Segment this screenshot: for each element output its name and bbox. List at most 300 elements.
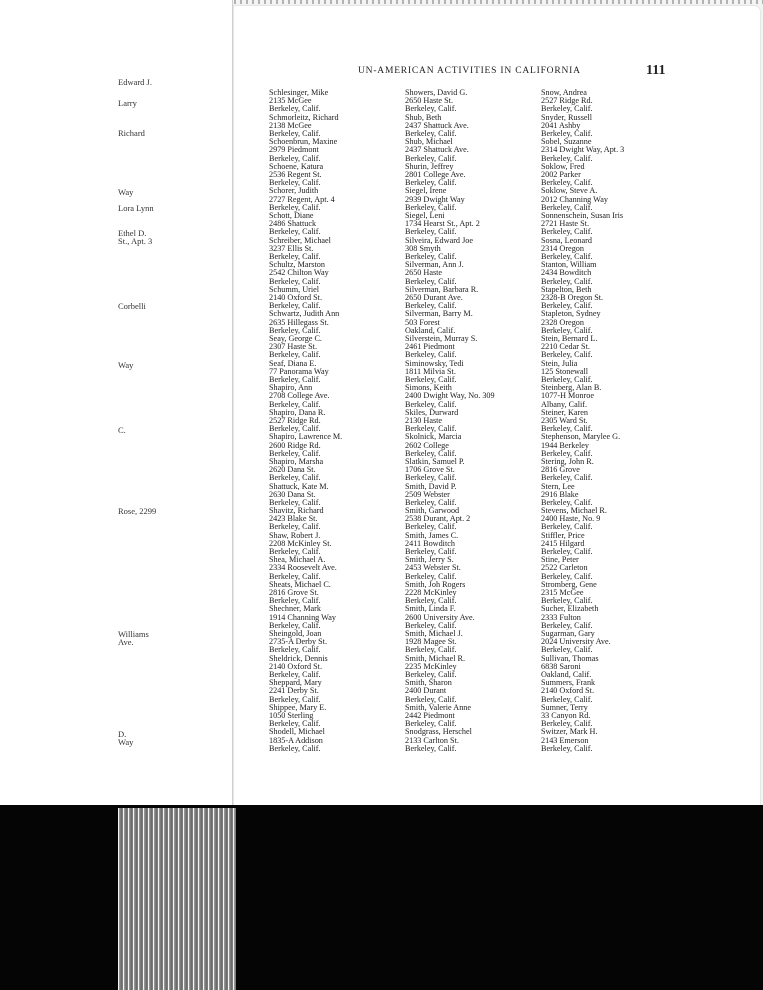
directory-entry bbox=[405, 532, 543, 557]
entry-name: Seay, George C. bbox=[269, 334, 322, 343]
directory-entry bbox=[541, 704, 679, 729]
entry-city: Berkeley, Calif. bbox=[269, 350, 321, 360]
directory-entry bbox=[405, 310, 543, 335]
entry-city: Berkeley, Calif. bbox=[541, 522, 593, 532]
entry-name: Stapelton, Beth bbox=[541, 285, 592, 294]
entry-name: Stevens, Michael R. bbox=[541, 507, 607, 516]
entry-street: 2527 Ridge Rd. bbox=[269, 415, 321, 425]
entry-city: Berkeley, Calif. bbox=[541, 276, 593, 286]
page-header-title: UN-AMERICAN ACTIVITIES IN CALIFORNIA bbox=[358, 66, 581, 76]
entry-street: 1077-H Monroe bbox=[541, 391, 594, 401]
entry-street: 2602 College bbox=[405, 440, 449, 450]
entry-name: Smith, Michael R. bbox=[405, 654, 466, 663]
directory-entry bbox=[269, 605, 407, 630]
entry-street: 2536 Regent St. bbox=[269, 169, 322, 179]
entry-street: 3237 Ellis St. bbox=[269, 243, 314, 253]
entry-name: Silverman, Barry M. bbox=[405, 310, 473, 319]
directory-entry bbox=[541, 605, 679, 630]
entry-street: 2527 Ridge Rd. bbox=[541, 96, 593, 106]
directory-entry bbox=[269, 655, 407, 680]
entry-city: Berkeley, Calif. bbox=[405, 227, 457, 237]
facing-page-fragment-text: Richard bbox=[118, 128, 145, 138]
facing-page-fragment-text: Corbelli bbox=[118, 301, 146, 311]
directory-entry bbox=[541, 335, 679, 360]
entry-street: 1914 Channing Way bbox=[269, 612, 336, 622]
entry-name: Stern, Lee bbox=[541, 482, 575, 491]
entry-name: Sumner, Terry bbox=[541, 703, 588, 712]
entry-name: Soklow, Fred bbox=[541, 162, 585, 171]
directory-entry bbox=[269, 286, 407, 311]
entry-street: 308 Smyth bbox=[405, 243, 441, 253]
entry-name: Snyder, Russell bbox=[541, 113, 593, 122]
entry-city: Berkeley, Calif. bbox=[541, 227, 593, 237]
entry-name: Schlesinger, Mike bbox=[269, 89, 329, 97]
entry-name: Showers, David G. bbox=[405, 89, 468, 97]
entry-street: 2400 Durant bbox=[405, 686, 447, 696]
entry-city: Berkeley, Calif. bbox=[269, 743, 321, 753]
entry-street: 2140 Oxford St. bbox=[269, 292, 322, 302]
directory-entry bbox=[541, 286, 679, 311]
entry-name: Stering, John R. bbox=[541, 457, 594, 466]
entry-city: Berkeley, Calif. bbox=[405, 104, 457, 114]
entry-name: Shurin, Jeffrey bbox=[405, 162, 454, 171]
directory-entry bbox=[405, 114, 543, 139]
entry-street: 2130 Haste bbox=[405, 415, 443, 425]
entry-city: Berkeley, Calif. bbox=[541, 301, 593, 311]
directory-entry bbox=[405, 605, 543, 630]
entry-city: Berkeley, Calif. bbox=[541, 743, 593, 753]
entry-city: Berkeley, Calif. bbox=[269, 670, 321, 680]
entry-street: 125 Stonewall bbox=[541, 366, 589, 376]
entry-name: Stein, Bernard L. bbox=[541, 334, 598, 343]
entry-name: Schreiber, Michael bbox=[269, 236, 331, 245]
directory-entry bbox=[405, 728, 543, 753]
entry-name: Shapiro, Lawrence M. bbox=[269, 433, 343, 442]
entry-name: Sheats, Michael C. bbox=[269, 580, 331, 589]
directory-entry bbox=[269, 335, 407, 360]
entry-name: Switzer, Mark H. bbox=[541, 728, 598, 737]
entry-street: 2650 Durant Ave. bbox=[405, 292, 463, 302]
entry-name: Summers, Frank bbox=[541, 679, 596, 688]
directory-entry bbox=[269, 310, 407, 335]
entry-street: 2235 McKinley bbox=[405, 661, 457, 671]
entry-city: Berkeley, Calif. bbox=[269, 571, 321, 581]
entry-street: 2486 Shattuck bbox=[269, 219, 317, 229]
entry-city: Berkeley, Calif. bbox=[541, 325, 593, 335]
directory-entry bbox=[405, 384, 543, 409]
entry-street: 2041 Ashby bbox=[541, 120, 581, 130]
entry-street: 33 Canyon Rd. bbox=[541, 711, 591, 721]
entry-city: Berkeley, Calif. bbox=[405, 251, 457, 261]
entry-street: 2600 Ridge Rd. bbox=[269, 440, 321, 450]
entry-street: 2133 Carlton St. bbox=[405, 735, 459, 745]
directory-entry bbox=[405, 187, 543, 212]
entry-name: Stromberg, Gene bbox=[541, 580, 597, 589]
directory-entry bbox=[541, 187, 679, 212]
entry-street: 2801 College Ave. bbox=[405, 169, 466, 179]
entry-city: Berkeley, Calif. bbox=[405, 276, 457, 286]
entry-street: 2314 Dwight Way, Apt. 3 bbox=[541, 145, 625, 155]
entry-street: 2024 University Ave. bbox=[541, 637, 611, 647]
entry-city: Berkeley, Calif. bbox=[405, 571, 457, 581]
entry-name: Schott, Diane bbox=[269, 211, 314, 220]
entry-city: Berkeley, Calif. bbox=[405, 596, 457, 606]
entry-street: 2305 Ward St. bbox=[541, 415, 588, 425]
entry-name: Schmorleitz, Richard bbox=[269, 113, 339, 122]
entry-street: 2140 Oxford St. bbox=[269, 661, 322, 671]
directory-entry bbox=[541, 261, 679, 286]
directory-entry bbox=[269, 261, 407, 286]
entry-street: 2916 Blake bbox=[541, 489, 579, 499]
directory-entry bbox=[405, 433, 543, 458]
entry-name: Sugarman, Gary bbox=[541, 630, 595, 639]
entry-city: Berkeley, Calif. bbox=[405, 743, 457, 753]
directory-entry bbox=[269, 728, 407, 753]
directory-entry bbox=[405, 581, 543, 606]
entry-city: Berkeley, Calif. bbox=[405, 424, 457, 434]
directory-entry bbox=[269, 556, 407, 581]
entry-street: 2708 College Ave. bbox=[269, 391, 330, 401]
entry-city: Oakland, Calif. bbox=[405, 325, 456, 335]
entry-name: Shavitz, Richard bbox=[269, 507, 324, 516]
entry-street: 2208 McKinley St. bbox=[269, 538, 332, 548]
entry-city: Berkeley, Calif. bbox=[269, 719, 321, 729]
entry-street: 2522 Carleton bbox=[541, 563, 588, 573]
entry-street: 1835-A Addison bbox=[269, 735, 323, 745]
entry-name: Schwartz, Judith Ann bbox=[269, 310, 340, 319]
entry-name: Shaw, Robert J. bbox=[269, 531, 321, 540]
entry-city: Berkeley, Calif. bbox=[269, 202, 321, 212]
entry-city: Berkeley, Calif. bbox=[269, 251, 321, 261]
entry-street: 2002 Parker bbox=[541, 169, 581, 179]
entry-city: Berkeley, Calif. bbox=[405, 301, 457, 311]
entry-city: Berkeley, Calif. bbox=[405, 719, 457, 729]
entry-name: Shippee, Mary E. bbox=[269, 703, 327, 712]
directory-entry bbox=[405, 483, 543, 508]
entry-name: Stapleton, Sydney bbox=[541, 310, 601, 319]
entry-street: 2228 McKinley bbox=[405, 588, 457, 598]
directory-entry bbox=[541, 409, 679, 434]
entry-city: Berkeley, Calif. bbox=[269, 620, 321, 630]
directory-entry bbox=[269, 237, 407, 262]
entry-city: Berkeley, Calif. bbox=[405, 670, 457, 680]
directory-entry bbox=[269, 433, 407, 458]
directory-entry bbox=[541, 360, 679, 385]
directory-entry bbox=[541, 458, 679, 483]
entry-city: Berkeley, Calif. bbox=[269, 276, 321, 286]
entry-name: Shub, Beth bbox=[405, 113, 442, 122]
directory-entry bbox=[541, 433, 679, 458]
entry-street: 2816 Grove St. bbox=[269, 588, 319, 598]
directory-entry bbox=[405, 655, 543, 680]
entry-street: 1734 Hearst St., Apt. 2 bbox=[405, 219, 480, 229]
entry-city: Berkeley, Calif. bbox=[269, 227, 321, 237]
entry-city: Berkeley, Calif. bbox=[405, 374, 457, 384]
directory-entry bbox=[405, 89, 543, 114]
facing-page-text-edge bbox=[118, 70, 176, 800]
entry-name: Steinberg, Alan B. bbox=[541, 384, 602, 393]
entry-name: Smith, Linda F. bbox=[405, 605, 456, 614]
entry-street: 2635 Hillegass St. bbox=[269, 317, 329, 327]
entry-name: Snodgrass, Herschel bbox=[405, 728, 472, 737]
entry-name: Siminowsky, Tedi bbox=[405, 359, 464, 368]
entry-name: Shapiro, Dana R. bbox=[269, 408, 326, 417]
directory-entry bbox=[541, 655, 679, 680]
entry-name: Smith, Valerie Anne bbox=[405, 703, 472, 712]
entry-name: Silveira, Edward Joe bbox=[405, 236, 473, 245]
entry-city: Berkeley, Calif. bbox=[541, 153, 593, 163]
directory-entry bbox=[541, 532, 679, 557]
entry-city: Berkeley, Calif. bbox=[405, 497, 457, 507]
entry-name: Sonnenschein, Susan Iris bbox=[541, 211, 624, 220]
directory-entry bbox=[269, 630, 407, 655]
entry-street: 2140 Oxford St. bbox=[541, 686, 594, 696]
entry-city: Berkeley, Calif. bbox=[541, 473, 593, 483]
entry-city: Berkeley, Calif. bbox=[269, 596, 321, 606]
directory-entry bbox=[405, 138, 543, 163]
entry-street: 2315 McGee bbox=[541, 588, 584, 598]
entry-city: Berkeley, Calif. bbox=[269, 128, 321, 138]
entry-name: Sobel, Suzanne bbox=[541, 138, 592, 147]
directory-entry bbox=[541, 483, 679, 508]
entry-street: 2138 McGee bbox=[269, 120, 312, 130]
entry-street: 2939 Dwight Way bbox=[405, 194, 465, 204]
facing-page-fragment-text: Rose, 2299 bbox=[118, 506, 157, 516]
entry-street: 2542 Chilton Way bbox=[269, 268, 329, 278]
directory-entry bbox=[269, 483, 407, 508]
entry-street: 1944 Berkeley bbox=[541, 440, 589, 450]
directory-entry bbox=[269, 532, 407, 557]
entry-street: 2979 Piedmont bbox=[269, 145, 319, 155]
facing-page-fragment-text: Edward J. bbox=[118, 77, 152, 87]
entry-city: Albany, Calif. bbox=[541, 399, 588, 409]
directory-entry bbox=[405, 237, 543, 262]
entry-street: 2241 Derby St. bbox=[269, 686, 319, 696]
entry-street: 2328-B Oregon St. bbox=[541, 292, 604, 302]
entry-street: 2333 Fulton bbox=[541, 612, 581, 622]
entry-name: Smith, David P. bbox=[405, 482, 457, 491]
entry-city: Berkeley, Calif. bbox=[269, 153, 321, 163]
scanner-shadow bbox=[0, 805, 763, 990]
entry-name: Sheingold, Joan bbox=[269, 630, 322, 639]
entry-city: Berkeley, Calif. bbox=[269, 104, 321, 114]
entry-street: 503 Forest bbox=[405, 317, 440, 327]
entry-street: 2437 Shattuck Ave. bbox=[405, 145, 469, 155]
entry-street: 2423 Blake St. bbox=[269, 514, 318, 524]
entry-city: Oakland, Calif. bbox=[541, 670, 592, 680]
entry-city: Berkeley, Calif. bbox=[269, 547, 321, 557]
entry-name: Schultz, Marston bbox=[269, 261, 325, 270]
facing-page-fragment-text: Way bbox=[118, 360, 134, 370]
directory-entry bbox=[541, 163, 679, 188]
directory-entry bbox=[405, 630, 543, 655]
entry-name: Shechner, Mark bbox=[269, 605, 321, 614]
entry-name: Silverman, Ann J. bbox=[405, 261, 464, 270]
directory-entry bbox=[269, 89, 407, 114]
entry-street: 2135 McGee bbox=[269, 96, 312, 106]
entry-city: Berkeley, Calif. bbox=[541, 596, 593, 606]
entry-city: Berkeley, Calif. bbox=[405, 350, 457, 360]
entry-name: Stanton, William bbox=[541, 261, 597, 270]
entry-name: Steiner, Karen bbox=[541, 408, 588, 417]
directory-entry bbox=[405, 360, 543, 385]
directory-entry bbox=[541, 630, 679, 655]
entry-city: Berkeley, Calif. bbox=[269, 424, 321, 434]
entry-name: Stine, Peter bbox=[541, 556, 579, 565]
entry-city: Berkeley, Calif. bbox=[541, 547, 593, 557]
entry-street: 2411 Bowditch bbox=[405, 538, 455, 548]
entry-street: 2307 Haste St. bbox=[269, 342, 317, 352]
entry-city: Berkeley, Calif. bbox=[541, 448, 593, 458]
directory-entry bbox=[541, 89, 679, 114]
entry-name: Sheldrick, Dennis bbox=[269, 654, 328, 663]
facing-page-fragment-text: Ave. bbox=[118, 637, 134, 647]
entry-city: Berkeley, Calif. bbox=[405, 202, 457, 212]
directory-entry bbox=[405, 261, 543, 286]
entry-street: 2434 Bowditch bbox=[541, 268, 592, 278]
entry-city: Berkeley, Calif. bbox=[405, 399, 457, 409]
directory-entry bbox=[405, 409, 543, 434]
directory-column-2 bbox=[405, 89, 543, 753]
entry-name: Stein, Julia bbox=[541, 359, 578, 368]
entry-city: Berkeley, Calif. bbox=[405, 128, 457, 138]
entry-name: Shub, Michael bbox=[405, 138, 453, 147]
entry-name: Stiffler, Price bbox=[541, 531, 585, 540]
entry-street: 2600 University Ave. bbox=[405, 612, 475, 622]
entry-city: Berkeley, Calif. bbox=[541, 128, 593, 138]
entry-street: 2620 Dana St. bbox=[269, 465, 316, 475]
directory-entry bbox=[541, 237, 679, 262]
entry-name: Schumm, Uriel bbox=[269, 285, 320, 294]
directory-entry bbox=[541, 679, 679, 704]
directory-entry bbox=[541, 212, 679, 237]
entry-city: Berkeley, Calif. bbox=[541, 571, 593, 581]
entry-name: Shapiro, Marsha bbox=[269, 457, 324, 466]
entry-city: Berkeley, Calif. bbox=[405, 547, 457, 557]
entry-name: Silverstein, Murray S. bbox=[405, 334, 478, 343]
facing-page-fragment-text: Larry bbox=[118, 98, 137, 108]
directory-entry bbox=[405, 704, 543, 729]
directory-entry bbox=[541, 507, 679, 532]
entry-city: Berkeley, Calif. bbox=[541, 694, 593, 704]
entry-street: 2453 Webster St. bbox=[405, 563, 461, 573]
entry-street: 2538 Durant, Apt. 2 bbox=[405, 514, 471, 524]
entry-city: Berkeley, Calif. bbox=[541, 202, 593, 212]
entry-name: Siegel, Irene bbox=[405, 187, 447, 196]
entry-street: 6838 Saroni bbox=[541, 661, 581, 671]
facing-page-fragment-text: Lora Lynn bbox=[118, 203, 154, 213]
entry-name: Soklow, Steve A. bbox=[541, 187, 598, 196]
entry-city: Berkeley, Calif. bbox=[269, 473, 321, 483]
directory-entry bbox=[269, 212, 407, 237]
entry-name: Smith, Jerry S. bbox=[405, 556, 454, 565]
entry-street: 1928 Magee St. bbox=[405, 637, 457, 647]
entry-name: Smith, Garwood bbox=[405, 507, 460, 516]
directory-entry bbox=[269, 138, 407, 163]
entry-city: Berkeley, Calif. bbox=[405, 522, 457, 532]
page-number: 111 bbox=[646, 63, 666, 78]
entry-city: Berkeley, Calif. bbox=[541, 719, 593, 729]
directory-entry bbox=[269, 360, 407, 385]
directory-entry bbox=[541, 556, 679, 581]
directory-entry bbox=[269, 458, 407, 483]
entry-city: Berkeley, Calif. bbox=[541, 350, 593, 360]
entry-name: Smith, Michael J. bbox=[405, 630, 463, 639]
facing-page-fragment-text: Williams bbox=[118, 629, 149, 639]
directory-entry bbox=[269, 114, 407, 139]
entry-name: Shapiro, Ann bbox=[269, 384, 313, 393]
entry-name: Smith, Sharon bbox=[405, 679, 452, 688]
entry-city: Berkeley, Calif. bbox=[405, 694, 457, 704]
directory-entry bbox=[405, 163, 543, 188]
entry-city: Berkeley, Calif. bbox=[269, 522, 321, 532]
entry-name: Sosna, Leonard bbox=[541, 236, 592, 245]
entry-city: Berkeley, Calif. bbox=[541, 104, 593, 114]
entry-name: Skolnick, Marcia bbox=[405, 433, 462, 442]
directory-entry bbox=[541, 114, 679, 139]
entry-street: 2314 Oregon bbox=[541, 243, 584, 253]
entry-street: 2143 Emerson bbox=[541, 735, 589, 745]
entry-name: Shea, Michael A. bbox=[269, 556, 326, 565]
directory-column-1 bbox=[269, 89, 407, 753]
directory-entry bbox=[269, 187, 407, 212]
entry-name: Sheppard, Mary bbox=[269, 679, 322, 688]
entry-street: 1706 Grove St. bbox=[405, 465, 455, 475]
entry-street: 2328 Oregon bbox=[541, 317, 584, 327]
directory-entry bbox=[541, 310, 679, 335]
entry-city: Berkeley, Calif. bbox=[541, 251, 593, 261]
entry-name: Shattuck, Kate M. bbox=[269, 482, 329, 491]
entry-city: Berkeley, Calif. bbox=[269, 178, 321, 188]
facing-page-fragment bbox=[0, 0, 233, 808]
entry-street: 2650 Haste St. bbox=[405, 96, 453, 106]
entry-name: Sucher, Elizabeth bbox=[541, 605, 599, 614]
entry-name: Skiles, Durward bbox=[405, 408, 459, 417]
directory-entry bbox=[269, 507, 407, 532]
entry-city: Berkeley, Calif. bbox=[405, 620, 457, 630]
entry-street: 2415 Hilgard bbox=[541, 538, 585, 548]
entry-street: 2816 Grove bbox=[541, 465, 580, 475]
entry-city: Berkeley, Calif. bbox=[269, 374, 321, 384]
entry-name: Slatkin, Samuel P. bbox=[405, 457, 465, 466]
entry-city: Berkeley, Calif. bbox=[405, 153, 457, 163]
entry-name: Snow, Andrea bbox=[541, 89, 587, 97]
directory-entry bbox=[541, 384, 679, 409]
entry-name: Stephenson, Marylee G. bbox=[541, 433, 621, 442]
entry-city: Berkeley, Calif. bbox=[541, 645, 593, 655]
entry-street: 2735-A Derby St. bbox=[269, 637, 327, 647]
entry-street: 2400 Dwight Way, No. 309 bbox=[405, 391, 495, 401]
entry-street: 2721 Haste St. bbox=[541, 219, 589, 229]
directory-entry bbox=[269, 581, 407, 606]
entry-street: 2012 Channing Way bbox=[541, 194, 608, 204]
entry-name: Simons, Keith bbox=[405, 384, 452, 393]
entry-name: Schoenbrun, Maxine bbox=[269, 138, 338, 147]
directory-entry bbox=[269, 679, 407, 704]
entry-city: Berkeley, Calif. bbox=[269, 645, 321, 655]
entry-name: Sullivan, Thomas bbox=[541, 654, 599, 663]
entry-name: Silverman, Barbara R. bbox=[405, 285, 479, 294]
entry-name: Seaf, Diana E. bbox=[269, 359, 317, 368]
entry-city: Berkeley, Calif. bbox=[541, 178, 593, 188]
entry-city: Berkeley, Calif. bbox=[405, 645, 457, 655]
directory-entry bbox=[405, 335, 543, 360]
entry-street: 2400 Haste, No. 9 bbox=[541, 514, 601, 524]
directory-entry bbox=[269, 163, 407, 188]
entry-street: 2210 Cedar St. bbox=[541, 342, 590, 352]
entry-city: Berkeley, Calif. bbox=[405, 473, 457, 483]
entry-name: Schorer, Judith bbox=[269, 187, 319, 196]
